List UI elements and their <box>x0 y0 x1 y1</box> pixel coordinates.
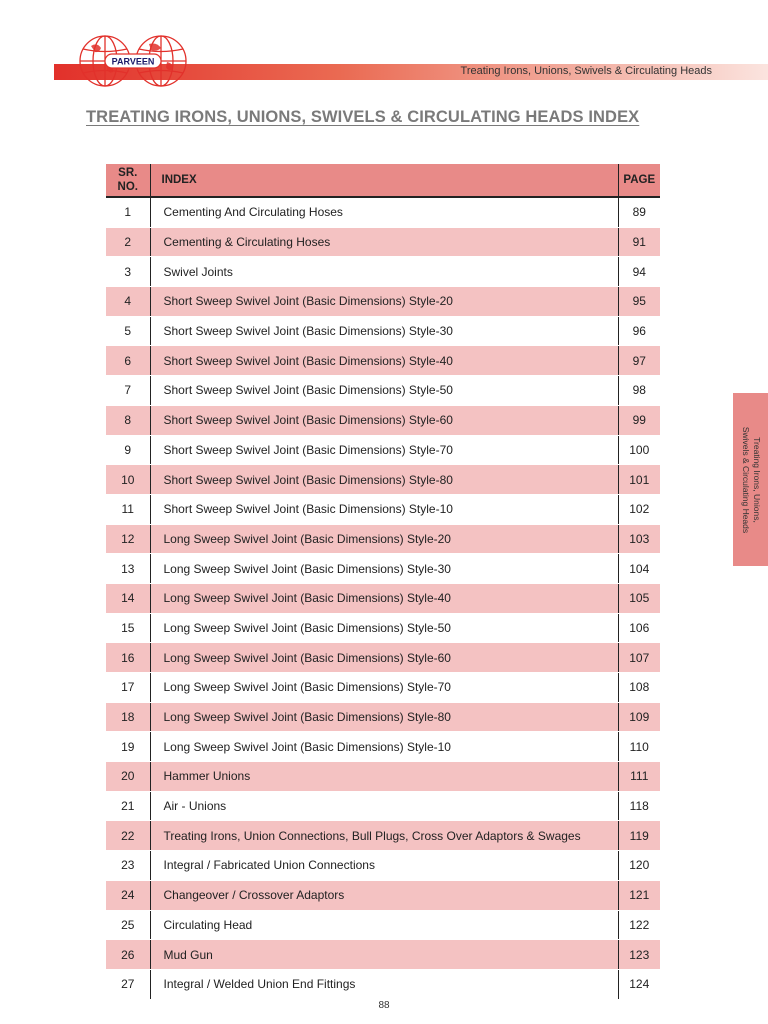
table-row <box>106 346 660 376</box>
table-row <box>106 465 660 495</box>
sr-cell: 19 <box>106 732 150 762</box>
page-cell: 111 <box>618 762 660 792</box>
sr-cell: 27 <box>106 969 150 999</box>
sr-cell: 1 <box>106 197 150 227</box>
index-cell: Air - Unions <box>150 791 618 821</box>
index-cell: Long Sweep Swivel Joint (Basic Dimensions) Style-80 <box>150 702 618 732</box>
sr-cell: 15 <box>106 613 150 643</box>
page-cell: 102 <box>618 494 660 524</box>
page-cell: 100 <box>618 435 660 465</box>
index-cell: Hammer Unions <box>150 762 618 792</box>
index-cell: Cementing And Circulating Hoses <box>150 197 618 227</box>
index-cell: Integral / Welded Union End Fittings <box>150 969 618 999</box>
side-tab-text <box>740 400 762 560</box>
sr-cell: 16 <box>106 643 150 673</box>
table-row <box>106 821 660 851</box>
page-cell: 94 <box>618 257 660 287</box>
page-cell: 107 <box>618 643 660 673</box>
index-cell: Long Sweep Swivel Joint (Basic Dimensions) Style-10 <box>150 732 618 762</box>
index-cell: Short Sweep Swivel Joint (Basic Dimensions) Style-30 <box>150 316 618 346</box>
page-cell: 98 <box>618 376 660 406</box>
table-row <box>106 197 660 227</box>
table-row <box>106 791 660 821</box>
table-row <box>106 494 660 524</box>
sr-cell: 7 <box>106 376 150 406</box>
table-header-row <box>106 164 660 197</box>
sr-cell: 24 <box>106 880 150 910</box>
index-cell: Short Sweep Swivel Joint (Basic Dimensions) Style-50 <box>150 376 618 406</box>
sr-cell: 14 <box>106 583 150 613</box>
index-cell: Swivel Joints <box>150 257 618 287</box>
sr-header-line-1: SR. <box>118 167 138 179</box>
header-title: Treating Irons, Unions, Swivels & Circulating Heads <box>460 65 712 77</box>
sr-cell: 8 <box>106 405 150 435</box>
table-row <box>106 702 660 732</box>
sr-cell: 13 <box>106 554 150 584</box>
table-row <box>106 673 660 703</box>
page-cell: 121 <box>618 880 660 910</box>
index-cell: Changeover / Crossover Adaptors <box>150 880 618 910</box>
parveen-globe-logo <box>77 34 189 88</box>
sr-cell: 2 <box>106 227 150 257</box>
page-cell: 124 <box>618 969 660 999</box>
sr-cell: 3 <box>106 257 150 287</box>
index-cell: Short Sweep Swivel Joint (Basic Dimensions) Style-80 <box>150 465 618 495</box>
page-cell: 89 <box>618 197 660 227</box>
page-cell: 119 <box>618 821 660 851</box>
page-cell: 106 <box>618 613 660 643</box>
index-cell: Short Sweep Swivel Joint (Basic Dimensions) Style-10 <box>150 494 618 524</box>
index-cell: Treating Irons, Union Connections, Bull Plugs, Cross Over Adaptors & Swages <box>150 821 618 851</box>
index-cell: Circulating Head <box>150 910 618 940</box>
table-row <box>106 524 660 554</box>
sr-cell: 4 <box>106 287 150 317</box>
table-row <box>106 316 660 346</box>
sr-cell: 11 <box>106 494 150 524</box>
table-row <box>106 762 660 792</box>
page-cell: 96 <box>618 316 660 346</box>
table-row <box>106 376 660 406</box>
table-row <box>106 613 660 643</box>
table-row <box>106 227 660 257</box>
page-title: TREATING IRONS, UNIONS, SWIVELS & CIRCULATING HEADS INDEX <box>86 108 640 126</box>
sr-cell: 5 <box>106 316 150 346</box>
table-row <box>106 880 660 910</box>
index-cell: Long Sweep Swivel Joint (Basic Dimensions) Style-70 <box>150 673 618 703</box>
sr-cell: 17 <box>106 673 150 703</box>
table-row <box>106 940 660 970</box>
sr-cell: 18 <box>106 702 150 732</box>
page-cell: 104 <box>618 554 660 584</box>
index-cell: Short Sweep Swivel Joint (Basic Dimensions) Style-20 <box>150 287 618 317</box>
table-row <box>106 435 660 465</box>
index-cell: Cementing & Circulating Hoses <box>150 227 618 257</box>
sr-cell: 20 <box>106 762 150 792</box>
table-row <box>106 554 660 584</box>
table-row <box>106 583 660 613</box>
page-cell: 101 <box>618 465 660 495</box>
sr-cell: 23 <box>106 851 150 881</box>
index-cell: Short Sweep Swivel Joint (Basic Dimensions) Style-70 <box>150 435 618 465</box>
page-cell: 118 <box>618 791 660 821</box>
page-header: PAGE <box>618 164 660 197</box>
index-cell: Long Sweep Swivel Joint (Basic Dimensions) Style-20 <box>150 524 618 554</box>
page-cell: 103 <box>618 524 660 554</box>
table-row <box>106 851 660 881</box>
table-row <box>106 910 660 940</box>
side-tab-line-1: Treating Irons, Unions, <box>751 436 762 523</box>
page-cell: 109 <box>618 702 660 732</box>
index-cell: Long Sweep Swivel Joint (Basic Dimensions) Style-40 <box>150 583 618 613</box>
index-cell: Long Sweep Swivel Joint (Basic Dimensions) Style-50 <box>150 613 618 643</box>
sr-cell: 12 <box>106 524 150 554</box>
table-row <box>106 287 660 317</box>
sr-cell: 21 <box>106 791 150 821</box>
sr-cell: 25 <box>106 910 150 940</box>
sr-cell: 9 <box>106 435 150 465</box>
index-cell: Integral / Fabricated Union Connections <box>150 851 618 881</box>
table-row <box>106 643 660 673</box>
index-cell: Long Sweep Swivel Joint (Basic Dimensions) Style-30 <box>150 554 618 584</box>
table-row <box>106 405 660 435</box>
section-side-tab <box>733 393 768 566</box>
table-row <box>106 732 660 762</box>
index-cell: Short Sweep Swivel Joint (Basic Dimensions) Style-60 <box>150 405 618 435</box>
page-cell: 105 <box>618 583 660 613</box>
index-cell: Mud Gun <box>150 940 618 970</box>
page-cell: 123 <box>618 940 660 970</box>
page-cell: 120 <box>618 851 660 881</box>
page-cell: 99 <box>618 405 660 435</box>
page-number: 88 <box>378 1000 390 1011</box>
index-table <box>106 164 660 1000</box>
sr-cell: 22 <box>106 821 150 851</box>
page-cell: 110 <box>618 732 660 762</box>
sr-cell: 26 <box>106 940 150 970</box>
brand-label: PARVEEN <box>111 56 155 67</box>
index-cell: Short Sweep Swivel Joint (Basic Dimensions) Style-40 <box>150 346 618 376</box>
page-cell: 97 <box>618 346 660 376</box>
sr-no-header <box>106 164 150 197</box>
page-cell: 95 <box>618 287 660 317</box>
side-tab-line-2: Swivels & Circulating Heads <box>740 426 751 533</box>
page-cell: 122 <box>618 910 660 940</box>
sr-cell: 10 <box>106 465 150 495</box>
table-row <box>106 969 660 999</box>
sr-cell: 6 <box>106 346 150 376</box>
sr-header-line-2: NO. <box>117 181 138 193</box>
table-row <box>106 257 660 287</box>
page-cell: 91 <box>618 227 660 257</box>
page-cell: 108 <box>618 673 660 703</box>
index-cell: Long Sweep Swivel Joint (Basic Dimensions) Style-60 <box>150 643 618 673</box>
index-header: INDEX <box>150 164 618 197</box>
